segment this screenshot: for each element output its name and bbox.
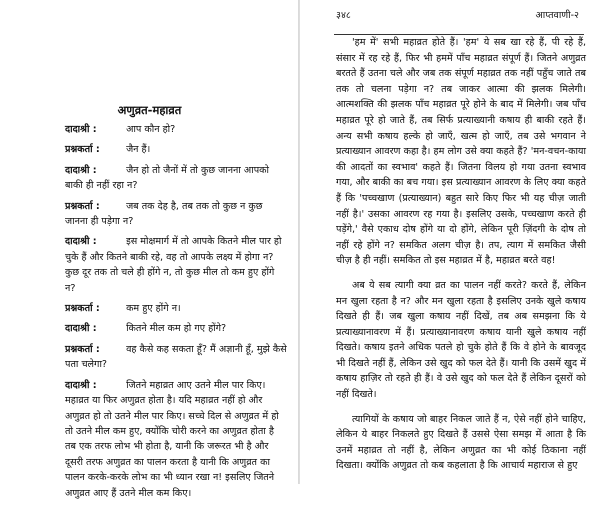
speaker-label: दादाश्री : [65,124,97,135]
dialogue-text: आप कौन हो? [126,124,176,135]
dialogue-entry [65,301,287,316]
left-page [0,0,299,499]
speaker-label: प्रश्नकर्ता : [65,303,100,315]
dialogue-entry [65,142,287,157]
dialogue-text: कम हुए होंगे न। [126,303,181,315]
page-number: ३४८ [336,10,351,21]
dialogue-text: वह कैसे कह सकता हूँ? मैं अज्ञानी हूँ, मुझे कैसे पता चलेगा? [65,343,287,371]
chapter-title: अणुव्रत-महाव्रत [117,103,182,117]
dialogue-text: जब तक देह है, तब तक तो कुछ न कुछ जानना ही पड़ेगा न? [65,200,263,228]
right-page [300,0,599,484]
dialogue-entry [65,342,287,373]
dialogue-text: जैन हो तो जैनों में तो कुछ जानना आपको बाकी ही नहीं रहा न? [65,164,269,192]
dialogue-entry [65,321,287,336]
dialogue-entry [65,163,287,194]
dialogue-entry [65,122,287,137]
paragraph: 'हम में' सभी महाव्रत होते हैं। 'हम' ये सब खा रहे हैं, पी रहे हैं, संसार में रह रहे हैं, फिर भी हममें पाँच महाव्रत संपूर्ण हैं। जितने अणुव्रत बरतते हैं उतना चले और जब तक संपूर्ण महाव्रत तक नहीं पहुँच जाते तब तक तो चलना पड़ेगा न? तब जाकर आत्मा की झलक मिलेगी। आत्मशक्ति की झलक पाँच महाव्रत पूरे होने के बाद में मिलेगी। जब पाँच महाव्रत पूरे हो जाते हैं, तब सिर्फ प्रत्याख्यानी कषाय ही बाकी रहते हैं। अन्य सभी कषाय हल्के हो जाएँ, खत्म हो जाएँ, तब उसे भगवान ने प्रत्याख्यान आवरण कहा है। हम लोग उसे क्या कहते हैं? 'मन-वचन-काया की आदतों का स्वभाव' कहते हैं। जितना विलय हो गया उतना स्वभाव गया, और बाकी का बच गया। इस प्रत्याख्यान आवरण के लिए क्या कहते हैं कि 'पच्चखाण (प्रत्याख्यान) बहुत सारे किए फिर भी यह चीज़ जाती नहीं है।' उसका आवरण रह गया है। इसलिए उसके, पच्चखाण करते ही पड़ेंगे,' वैसे एकाध दोष होंगे या दो होंगे, लेकिन पूरी ज़िंदगी के दोष तो नहीं रहे होंगे न? समकित अलग चीज़ है। तप, त्याग में समकित जैसी चीज़ है ही नहीं। समकित तो इस महाव्रत में है, महाव्रत बरते वह! [336,37,586,267]
paragraph: अब ये सब त्यागी क्या व्रत का पालन नहीं करते? करते हैं, लेकिन मन खुला रहता है न? और मन खुला रहता है इसलिए उनके खुले कषाय दिखते ही हैं। जब खुला कषाय नहीं दिखें, तब अब समझना कि ये प्रत्याख्यानावरण में हैं। प्रत्याख्यानावरण कषाय यानी खुले कषाय नहीं दिखते। कषाय इतने अधिक पतले हो चुके होते हैं कि वे होने के बावजूद भी दिखते नहीं हैं, लेकिन उसे खुद को फल देते हैं। यानी कि उसमें खुद में कषाय हाज़िर तो रहते ही हैं। वे उसे खुद को फल देते हैं लेकिन दूसरों को नहीं दिखते। [336,279,586,401]
speaker-label: दादाश्री : [65,379,97,391]
speaker-label: दादाश्री : [65,323,97,335]
speaker-label: प्रश्नकर्ता : [65,343,100,355]
running-header [300,8,599,26]
dialogue-text: जितने महाव्रत आए उतने मील पार किए। महाव्रत या फिर अणुव्रत होता है। यदि महाव्रत नहीं हो और अणुव्रत हो तो उतने मील पार किए। सच्चे दिल से अणुव्रत में हो तो उतने मील कम हुए, क्योंकि चोरी करने का अणुव्रत होता है तब एक तरफ लोभ भी होता है, यानी कि जरूरत भी है और दूसरी तरफ अणुव्रत का पालन करता है यानी कि अणुव्रत का पालन करके-करके लोभ का भी ध्यान रखा न! इसलिए जितने अणुव्रत आए हैं उतने मील कम किए। [65,379,279,499]
paragraph: त्यागियों के कषाय जो बाहर निकल जाते हैं न, ऐसे नहीं होने चाहिए, लेकिन ये बाहर निकलते हुए दिखते हैं उससे ऐसा समझ में आता है कि उनमें महाव्रत तो नहीं है, लेकिन अणुव्रत का भी कोई ठिकाना नहीं दिखता। क्योंकि अणुव्रत तो कब कहलाता है कि आचार्य महाराज से हुए [336,413,586,472]
dialogue-text: कितने मील कम हो गए होंगे? [126,323,227,335]
dialogue-entry [65,234,287,296]
dialogue-entry [65,199,287,230]
running-title: आप्तवाणी-२ [535,10,579,21]
dialogue [65,122,287,506]
speaker-label: प्रश्नकर्ता : [65,144,100,156]
dialogue-entry [65,378,287,501]
body-text [336,35,586,483]
speaker-label: दादाश्री : [65,164,97,176]
speaker-label: दादाश्री : [65,236,97,248]
speaker-label: प्रश्नकर्ता : [65,200,100,212]
dialogue-text: इस मोक्षमार्ग में तो आपके कितने मील पार हो चुके हैं और कितने बाकी रहे, वह तो आपके लक्ष्य में होगा न? कुछ दूर तक तो चले ही होंगे न, तो कुछ मील तो कम हुए होंगे न? [65,236,282,294]
dialogue-text: जैन हैं। [126,144,151,156]
